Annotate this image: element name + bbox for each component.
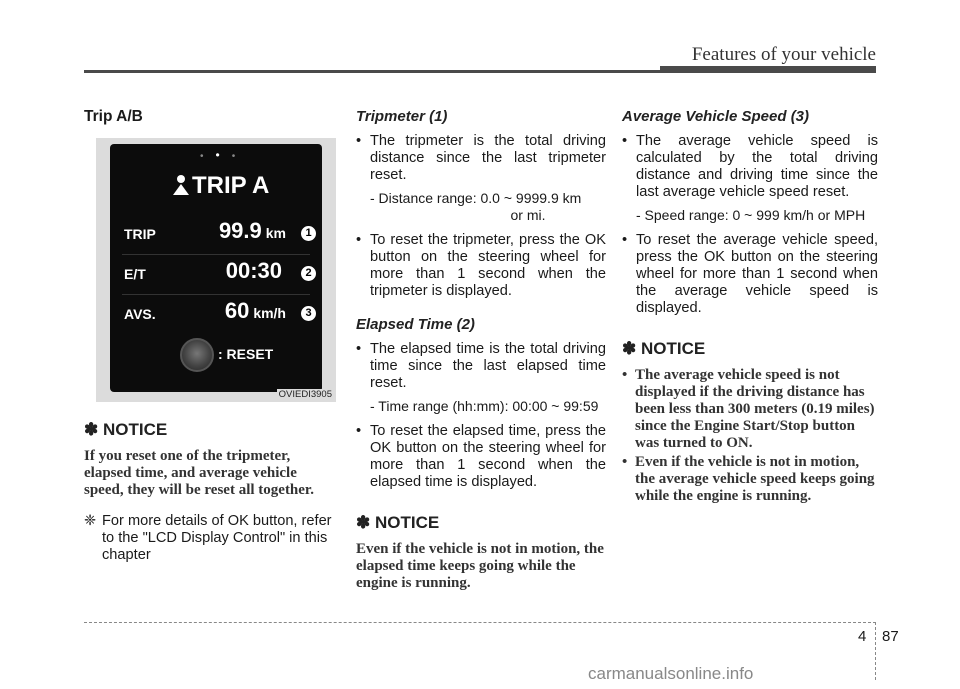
bullet-item: • To reset the tripmeter, press the OK button on the steering wheel for more than 1 second when the tripmeter is displayed. [356,232,606,300]
bullet-item: • The elapsed time is the total driving time since the last elapsed time reset. [356,341,606,392]
reference-mark-icon: ❈ [84,513,97,529]
range-text: - Distance range: 0.0 ~ 9999.9 km or mi. [370,190,582,223]
row-value: 00:30 [225,258,282,283]
column-right [622,108,878,507]
page-number-value: 87 [882,628,899,645]
callout-badge: 2 [301,266,316,281]
bullet-item: • The average vehicle speed is calculated by the total driving distance and driving time since the last average vehicle speed reset. [622,133,878,201]
row-label: TRIP [124,226,156,242]
row-label: AVS. [124,306,156,322]
notice-body: If you reset one of the tripmeter, elapsed time, and average vehicle speed, they will be reset all together. [84,448,314,498]
callout-badge: 3 [301,306,316,321]
reset-label: : RESET [218,346,274,362]
avs-row [110,296,322,334]
bullet-item: • To reset the average vehicle speed, press the OK button on the steering wheel for more than 1 second when the average vehicle speed is displayed. [622,232,878,317]
notice-bullet: • The average vehicle speed is not displayed if the driving distance has been less than 300 meters (0.19 miles) since the Engine Start/Stop button was turned to ON. [622,367,878,452]
row-value: 99.9 km [218,218,286,243]
screen-title: TRIP A [192,172,270,199]
page-dots: ••• [200,148,248,162]
heading-tripmeter: Tripmeter (1) [356,108,448,125]
section-heading-trip: Trip A/B [84,108,143,125]
notice-bullet: • Even if the vehicle is not in motion, the average vehicle speed keeps going while the engine is running. [622,454,878,505]
row-divider [122,294,310,295]
heading-elapsed-time: Elapsed Time (2) [356,316,475,333]
row-divider [122,254,310,255]
notice-heading: ✽ NOTICE [356,513,440,532]
row-value: 60 km/h [224,298,286,323]
footer-rule [84,622,876,623]
bullet-item: • To reset the elapsed time, press the OK button on the steering wheel for more than 1 second when the elapsed time is displayed. [356,423,606,491]
page-divider [875,622,876,680]
chapter-number: 4 [858,628,867,645]
trip-row [110,216,322,254]
header-rule-accent [660,66,876,72]
column-middle [356,108,606,606]
running-header: Features of your vehicle [691,44,876,65]
notice-body: Even if the vehicle is not in motion, the elapsed time keeps going while the engine is running. [356,541,604,591]
bullet-item: • The tripmeter is the total driving distance since the last tripmeter reset. [356,133,606,184]
reference-note: ❈ For more details of OK button, refer to the "LCD Display Control" in this chapter [84,513,332,563]
figure-code: OVIEDI3905 [278,389,332,400]
watermark: carmanualsonline.info [588,664,754,683]
range-text: - Time range (hh:mm): 00:00 ~ 99:59 [370,398,599,414]
notice-heading: ✽ NOTICE [622,339,706,358]
range-text: - Speed range: 0 ~ 999 km/h or MPH [636,207,866,223]
column-left [84,108,336,564]
lcd-screen [110,144,322,392]
callout-badge: 1 [301,226,316,241]
heading-average-speed: Average Vehicle Speed (3) [622,108,810,125]
notice-heading: ✽ NOTICE [84,420,168,439]
elapsed-row [110,256,322,294]
trip-display-figure [96,138,336,402]
row-label: E/T [124,266,146,282]
